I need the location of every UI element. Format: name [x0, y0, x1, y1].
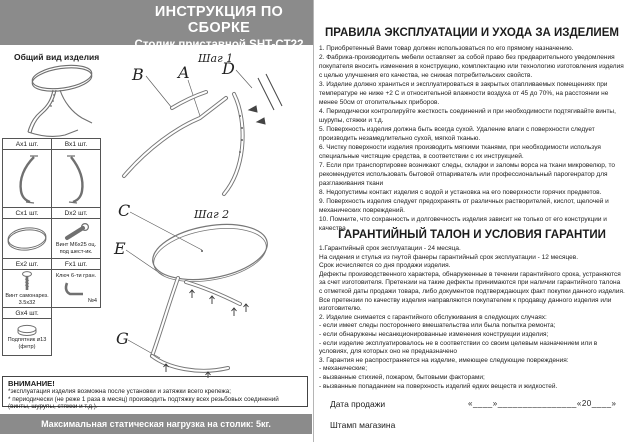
part-g-caption: Подпятник ø13 (фетр) [7, 337, 47, 350]
part-g-qty: Gх4 шт. [2, 307, 52, 319]
part-c-cell [2, 218, 52, 259]
product-subtitle: Столик приставной SHT-CT22 [134, 39, 304, 51]
rule-item: 3. Изделие должно храниться и эксплуатироваться в закрытых отапливаемых помещениях при температуре не ниже +2 С и относительной влажности воздуха от 45 до 70%, на расстоянии не менее 50см от отопительных приборов. [319, 81, 609, 106]
overview-label: Общий вид изделия [14, 52, 100, 62]
rule-item: 5. Поверхность изделия должна быть всегда сухой. Удаление влаги с поверхности следует производить незамедлительно сухой, мягкой тканью. [319, 126, 595, 142]
part-d-cell [51, 218, 101, 259]
label-letter-b: B [132, 65, 144, 84]
overview-drawing [20, 62, 115, 138]
warranty-line: - если обнаружены несанкционированные изменения конструкции изделия; [319, 330, 549, 338]
warranty-line: - механические; [319, 365, 368, 373]
part-a-qty: Ах1 шт. [2, 138, 52, 150]
warranty-line: Дефекты производственного характера, обнаруженные в течении гарантийного срока, устраняются за счет изготовителя. Претензии на такие дефекты принимаются при наличии гарантийного талона с отметкой даты продажи товара, либо документов подтверждающих факт покупки данного изделия. Все претензии по качеству изделия направляются покупателем к продавцу данного изделия или изготовителю. [319, 270, 625, 313]
warranty-line: 1.Гарантийный срок эксплуатации - 24 месяца. [319, 245, 461, 252]
part-e-qty: Ех2 шт. [2, 258, 52, 270]
rule-item: 8. Недопустимы контакт изделия с водой и установка на его поверхности горячих предметов. [319, 189, 602, 196]
attention-line: *эксплуатация изделия возможна после установки и затяжки всего крепежа; [8, 388, 231, 395]
warranty-line: - если изделие эксплуатировалось не в соответствии со своим целевым назначением или в условиях, для которых оно не предназначено [319, 339, 598, 356]
label-letter-a: A [178, 63, 190, 82]
assembly-diagrams [106, 46, 314, 378]
part-g-cell [2, 318, 52, 356]
instruction-title: ИНСТРУКЦИЯ ПО СБОРКЕ [154, 4, 284, 36]
rule-item: 2. Фабрика-производитель мебели оставляет за собой право без предварительного уведомления покупателя вносить изменения в конструкцию, комплектацию или технологию изготовления изделия с целью улучшения его качества, не снижая потребительских свойств. [319, 54, 624, 79]
rule-item: 9. Поверхность изделия следует предохранять от различных растворителей, кислот, щелочей и механических повреждений. [319, 198, 609, 214]
attention-title: ВНИМАНИЕ! [8, 379, 55, 388]
part-f-qty: Fх1 шт. [51, 258, 101, 270]
max-load-bar [0, 414, 312, 434]
max-load-text: Максимальная статическая нагрузка на столик: 5кг. [41, 419, 271, 429]
part-b-leg-icon [59, 153, 93, 205]
part-f-cell [51, 269, 101, 308]
part-c-qty: Сх1 шт. [2, 207, 52, 219]
rules-list [319, 44, 625, 233]
step2-label: Шаг 2 [194, 208, 230, 221]
part-d-qty: Dх2 шт. [51, 207, 101, 219]
part-c-top-icon [5, 225, 49, 253]
parts-table [2, 138, 103, 356]
part-e-caption: Винт самонарез. 3.5х32 [5, 293, 49, 306]
warranty-line: 2. Изделие снимается с гарантийного обслуживания в следующих случаях: [319, 313, 547, 321]
attention-line: * периодически (не реже 1 раза в месяц) производить подтяжку всех резьбовых соединений (винты, шурупы, стяжки и т.д.). [8, 395, 279, 411]
warranty-text [319, 245, 625, 391]
part-f-hexkey-icon [61, 280, 91, 298]
rule-item: 10. Помните, что сохранность и долговечность изделия зависит не только от его конструкции и качества [319, 216, 607, 232]
sale-date-blank: «____»________________«20____» [468, 399, 617, 408]
part-b-qty: Вх1 шт. [51, 138, 101, 150]
step1-frame-drawing [124, 74, 282, 194]
part-e-screw-icon [20, 271, 34, 293]
warranty-line: - вызванные стихией, пожаром, бытовыми факторами; [319, 373, 485, 381]
warranty-line: На сидения и стулья из гнутой фанеры гарантийный срок эксплуатации - 12 месяцев. [319, 253, 579, 261]
rule-item: 6. Чистку поверхности изделия производить мягкими тканями, при необходимости используя специальные чистящие средства, в соответствии с их инструкцией. [319, 144, 601, 160]
rule-item: 4. Периодически контролируйте жесткость соединений и при необходимости подтягивайте винты, шурупы, стяжки и т.д. [319, 108, 616, 124]
sale-date-label: Дата продажи [330, 399, 386, 409]
part-f-caption: Ключ 6-ти гран. [55, 273, 97, 280]
shop-stamp-label: Штамп магазина [330, 420, 396, 430]
part-d-bolt-icon [59, 222, 93, 242]
label-letter-d: D [222, 59, 235, 78]
part-e-cell [2, 269, 52, 308]
part-a-leg-icon [10, 153, 44, 205]
rule-item: 1. Приобретенный Вами товар должен использоваться по его прямому назначению. [319, 45, 574, 52]
warranty-line: - вызванные попаданием на поверхность изделий едких веществ и жидкостей. [319, 382, 558, 390]
rule-item: 7. Если при транспортировке возникают следы, складки и заломы ворса на ткани микровелюр, то рекомендуется использовать бытовой отпариватель или профессиональный парогенратор для разглаживания ткани [319, 162, 616, 187]
warranty-line: Срок исчисляется со дня продажи изделия. [319, 262, 451, 270]
part-b-cell [51, 149, 101, 208]
header-bar [0, 0, 313, 51]
attention-box [2, 376, 308, 411]
warranty-title: ГАРАНТИЙНЫЙ ТАЛОН И УСЛОВИЯ ГАРАНТИИ [338, 229, 606, 241]
step1-label: Шаг 1 [198, 52, 234, 65]
rules-title: ПРАВИЛА ЭКСПЛУАТАЦИИ И УХОДА ЗА ИЗДЕЛИЕМ [325, 27, 619, 39]
step2-frame-drawing [148, 216, 271, 378]
label-letter-e: E [114, 239, 126, 258]
label-letter-c: C [118, 201, 131, 220]
warranty-line: - если имеет следы постороннего вмешательства или была попытка ремонта; [319, 322, 556, 330]
label-letter-g: G [116, 329, 129, 348]
warranty-line: 3. Гарантия не распространяется на изделие, имеющее следующие повреждения: [319, 356, 569, 364]
part-d-caption: Винт М6х25 оц. под шест-ик. [55, 242, 97, 255]
part-f-note: №4 [87, 297, 97, 304]
part-a-cell [2, 149, 52, 208]
part-g-pad-icon [15, 324, 39, 337]
